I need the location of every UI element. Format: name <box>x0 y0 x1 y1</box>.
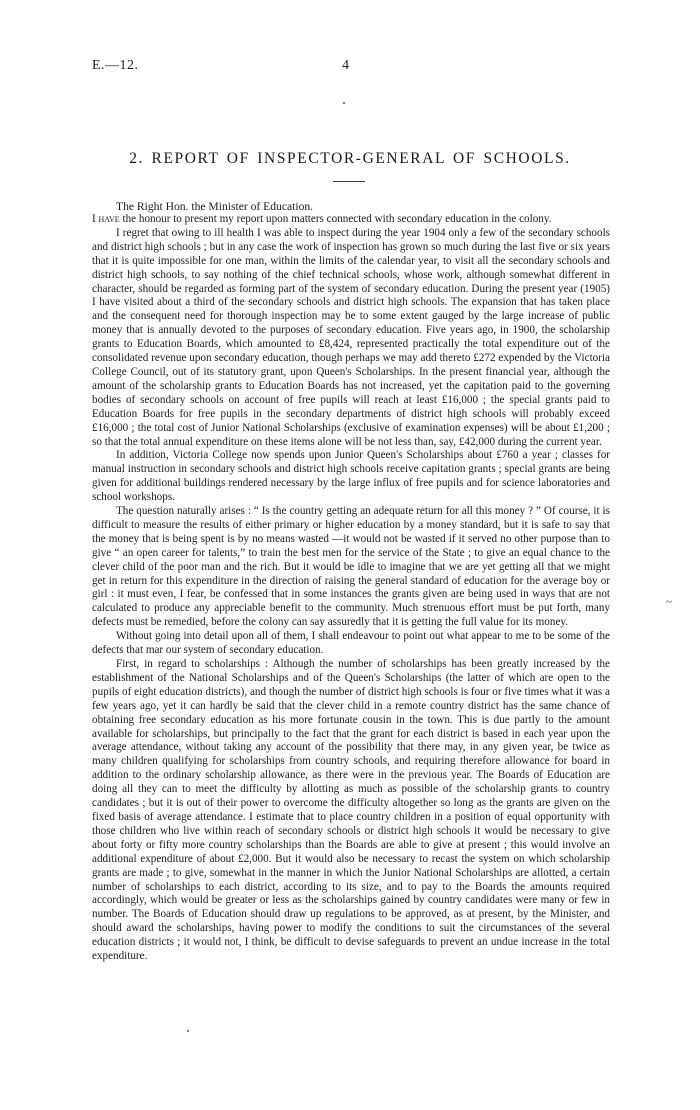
report-title: 2. REPORT OF INSPECTOR-GENERAL OF SCHOOLS. <box>129 150 571 167</box>
print-speck <box>187 1030 189 1032</box>
report-body <box>92 213 610 964</box>
body-paragraph: In addition, Victoria College now spends upon Junior Queen's Scholarships about £760 a year ; classes for manual instruction in secondary schools and district high schools receive capitation grants ; special grants are being given for additional buildings rendered necessary by the large influx of free pupils and for science laboratories and school workshops. <box>92 449 610 504</box>
body-paragraph: Without going into detail upon all of them, I shall endeavour to point out what appear to me to be some of the defects that mar our system of secondary education. <box>92 630 610 657</box>
page-number: 4 <box>342 58 349 73</box>
opening-rest: the honour to present my report upon matters connected with secondary education in the colony. <box>119 213 552 225</box>
title-rule <box>333 181 365 182</box>
body-paragraph: I regret that owing to ill health I was able to inspect during the year 1904 only a few of the secondary schools and district high schools ; but in any case the work of inspection has grown so much during the last five or six years that it is quite impossible for one man, within the limits of the calendar year, to visit all the secondary schools and district high schools, to say nothing of the chief technical schools, whose work, although somewhat different in character, should be regarded as forming part of the system of secondary education. During the present year (1905) I have visited about a third of the secondary schools and district high schools. The expansion that has taken place and the consequent need for thorough inspection may be to some extent gauged by the large increase of public money that is annually devoted to the purposes of secondary education. Five years ago, in 1900, the scholarship grants to Education Boards, which amounted to £8,424, represented practically the total expenditure out of the consolidated revenue upon secondary education, though perhaps we may add thereto £272 expended by the Victoria College Council, out of its statutory grant, upon Queen's Scholarships. In the present financial year, although the amount of the scholarship grants to Education Boards has not increased, yet the capitation paid to the governing bodies of secondary schools on account of free pupils will reach at least £16,000 ; the special grants paid to Education Boards for free pupils in the secondary departments of district high schools will probably exceed £16,000 ; the total cost of Junior National Scholarships (exclusive of examination expenses) will be about £1,200 ; so that the total annual expenditure on these items alone will be not less than, say, £42,000 during the current year. <box>92 226 610 448</box>
body-paragraph: First, in regard to scholarships : Although the number of scholarships has been greatly increased by the establishment of the National Scholarships and of the Queen's Scholarships (the latter of which are open to the pupils of eight education districts), and though the number of district high schools is four or five times what it was a few years ago, yet it can hardly be said that the clever child in a remote country district has the same chance of obtaining free secondary education as his more fortunate cousin in the town. This is due partly to the amount available for scholarships, but principally to the fact that the grant for each district is based in each year upon the average attendance, without taking any account of the possibility that there may, in any given year, be twice as many children qualifying for scholarships from country schools, and requiring therefore allowance for board in addition to the ordinary scholarship allowance, as there were in the previous year. The Boards of Education are doing all they can to meet the difficulty by allotting as much as possible of the scholarship grants to country candidates ; but it is out of their power to overcome the difficulty altogether so long as the grants are given on the fixed basis of average attendance. I estimate that to place country children in a position of equal opportunity with those children who live within reach of secondary schools or district high schools it would be necessary to give about forty or fifty more country scholarships than the Boards are able to give at present ; this would involve an additional expenditure of about £2,000. But it would also be necessary to recast the system on which scholarship grants are made ; to give, somewhat in the manner in which the Junior National Scholarships are allotted, a certain number of scholarships to each district, according to its size, and to pay to the Boards the amounts required accordingly, which would be greater or less as the scholarships gained by country candidates were many or few in number. The Boards of Education should draw up regulations to be approved, as at present, by the Minister, and should award the scholarships, having power to modify the conditions to suit the circumstances of the several education districts ; it would not, I think, be difficult to devise safeguards to prevent an undue increase in the total expenditure. <box>92 658 610 963</box>
opening-lead: I have <box>92 213 120 225</box>
print-speck <box>343 102 345 104</box>
margin-mark: ~ <box>666 596 672 608</box>
document-reference: E.—12. <box>92 58 139 73</box>
salutation: The Right Hon. the Minister of Education. <box>116 200 314 213</box>
body-paragraph: The question naturally arises : “ Is the country getting an adequate return for all this money ? ” Of course, it is difficult to measure the results of either primary or higher education by a money standard, but it is safe to say that the money that is being spent is by no means wasted —it would not be wasted if it served no other purpose than to give “ an open career for talents,” to train the best men for the service of the State ; to give an equal chance to the clever child of the poor man and the rich. But it would be idle to imagine that we are yet getting all that we might get in return for this expenditure in the direction of raising the general standard of education for the average boy or girl : it must even, I fear, be confessed that in some instances the grants given are being used in ways that are not calculated to produce any appreciable benefit to the community. Much strenuous effort must be put forth, many defects must be remedied, before the colony can say assuredly that it is getting the full value for its money. <box>92 505 610 629</box>
opening-paragraph <box>92 213 610 227</box>
